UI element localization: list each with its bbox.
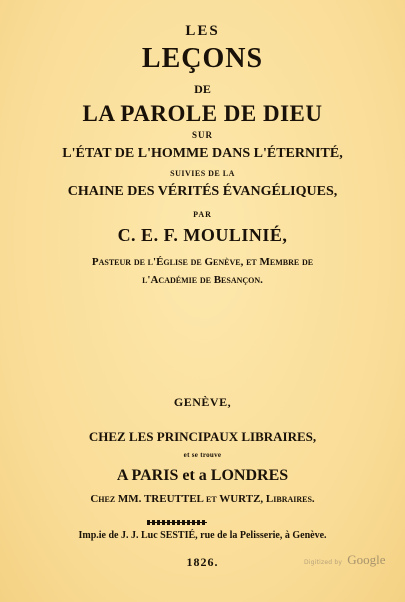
title-de: DE — [194, 82, 211, 96]
subtitle-chaine: CHAINE DES VÉRITÉS ÉVANGÉLIQUES, — [67, 184, 338, 199]
title-par: PAR — [193, 210, 212, 219]
subtitle-etat: L'ÉTAT DE L'HOMME DANS L'ÉTERNITÉ, — [62, 146, 343, 161]
author-role-line1: Pasteur de l'Église de Genève, et Membre de — [91, 256, 314, 268]
title-les: LES — [185, 23, 220, 39]
imprint-libraires: CHEZ LES PRINCIPAUX LIBRAIRES, — [88, 429, 317, 444]
title-suivies: SUIVIES DE LA — [170, 169, 235, 178]
ornamental-rule — [147, 520, 207, 525]
printer-line: Imp.ie de J. J. Luc SESTIÉ, rue de la Pelisserie, à Genève. — [78, 530, 327, 541]
google-watermark — [304, 549, 394, 568]
publication-year: 1826. — [186, 555, 219, 569]
watermark-digitized: Digitized by — [304, 559, 343, 566]
google-logo: Google — [347, 552, 386, 567]
imprint-booksellers: Chez MM. TREUTTEL et WURTZ, Libraires. — [90, 493, 315, 505]
imprint-paris-londres: A PARIS et a LONDRES — [116, 467, 289, 484]
author-name: C. E. F. MOULINIÉ, — [117, 225, 288, 245]
title-sur: SUR — [191, 130, 213, 140]
author-role-line2: l'Académie de Besançon. — [142, 274, 263, 286]
imprint-city: GENÈVE, — [173, 395, 232, 409]
title-parole: LA PAROLE DE DIEU — [82, 101, 323, 126]
imprint-et-se-trouve: et se trouve — [183, 451, 222, 459]
title-lecons: LEÇONS — [141, 43, 264, 74]
